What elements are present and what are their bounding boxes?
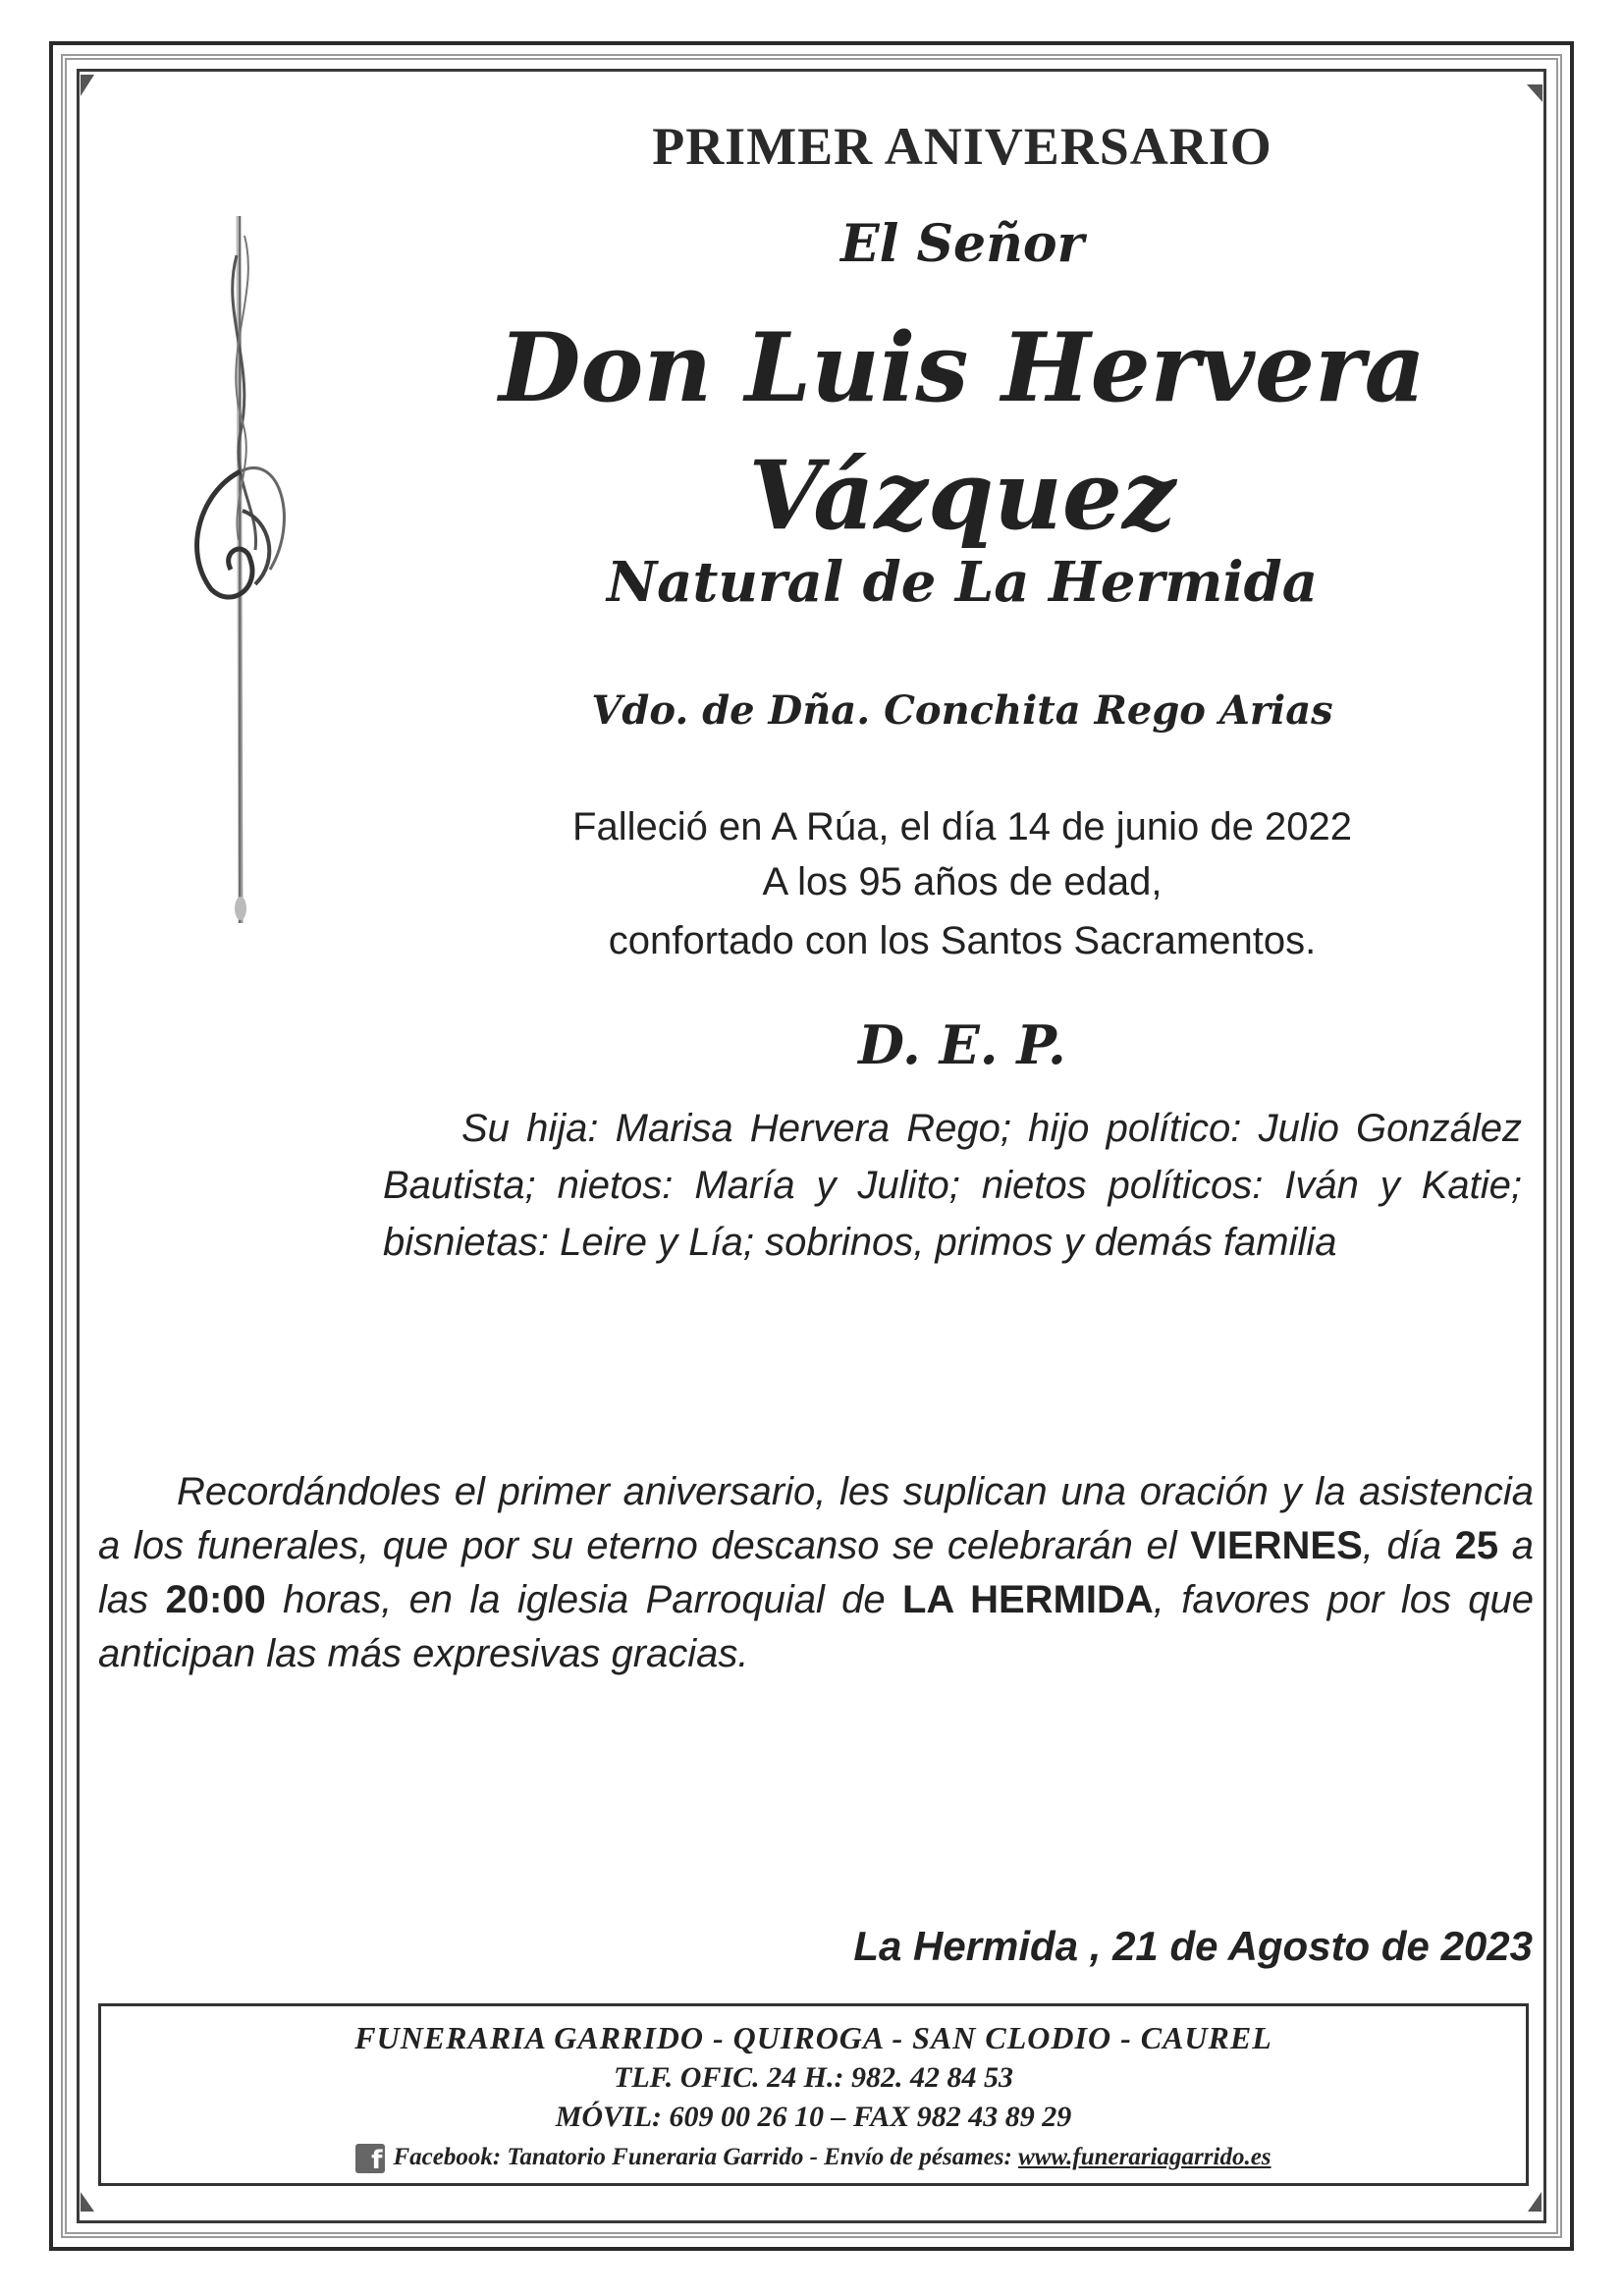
- invitation-text-2: , día: [1362, 1524, 1455, 1567]
- facebook-text: Facebook: Tanatorio Funeraria Garrido - Envío de pésames:: [393, 2144, 1019, 2170]
- origin: Natural de La Hermida: [606, 550, 1319, 615]
- dep: D. E. P.: [858, 1013, 1066, 1076]
- website-link[interactable]: www.funerariagarrido.es: [1018, 2144, 1271, 2170]
- death-place-date: Falleció en A Rúa, el día 14 de junio de 2022: [572, 805, 1352, 848]
- office-phone: TLF. OFIC. 24 H.: 982. 42 84 53: [614, 2061, 1013, 2094]
- invitation-text-5: , favores por los que anticipan las más expresivas gracias.: [98, 1578, 1535, 1675]
- sacraments-line: confortado con los Santos Sacramentos.: [608, 919, 1317, 962]
- corner-ornament-bottom-left: [81, 2192, 94, 2212]
- facebook-website-line: [101, 2144, 1526, 2173]
- place-and-date: La Hermida , 21 de Agosto de 2023: [853, 1923, 1533, 1969]
- mobile-fax: MÓVIL: 609 00 26 10 – FAX 982 43 89 29: [555, 2101, 1072, 2133]
- funeral-home-footer: [98, 2003, 1529, 2186]
- service-place: LA HERMIDA: [901, 1578, 1154, 1621]
- deceased-name-line1: Don Luis Hervera: [499, 312, 1426, 423]
- service-time: 20:00: [165, 1578, 266, 1621]
- age-at-death: A los 95 años de edad,: [762, 860, 1163, 903]
- invitation-text-1: Recordándoles el primer aniversario, les suplican una oración y la asistencia a los funerales, que por su eterno descanso se celebrarán el: [98, 1470, 1534, 1567]
- honorific: El Señor: [839, 214, 1084, 274]
- service-day-number: 25: [1454, 1524, 1499, 1567]
- deceased-name-line2: Vázquez: [748, 440, 1176, 551]
- corner-ornament-bottom-right: [1528, 2192, 1542, 2212]
- corner-ornament-top-right: [1527, 84, 1542, 102]
- service-day-name: VIERNES: [1190, 1524, 1363, 1567]
- facebook-icon: f: [355, 2144, 385, 2173]
- widower-of: Vdo. de Dña. Conchita Rego Arias: [591, 687, 1333, 734]
- cross-ornament-icon: [162, 196, 319, 943]
- corner-ornament-top-left: [81, 75, 94, 96]
- funeral-home-name: FUNERARIA GARRIDO - QUIROGA - SAN CLODIO - CAUREL: [354, 2020, 1272, 2055]
- family-paragraph: Su hija: Marisa Hervera Rego; hijo político: Julio González Bautista; nietos: María y Julito; nietos políticos: Iván y Katie; bisnietas: Leire y Lía; sobrinos, primos y demás familia: [383, 1107, 1522, 1264]
- invitation-paragraph: [98, 1465, 1534, 1681]
- invitation-text-3: a las: [98, 1524, 1534, 1621]
- heading: PRIMER ANIVERSARIO: [652, 117, 1272, 176]
- invitation-text-4: horas, en la iglesia Parroquial de: [265, 1578, 902, 1621]
